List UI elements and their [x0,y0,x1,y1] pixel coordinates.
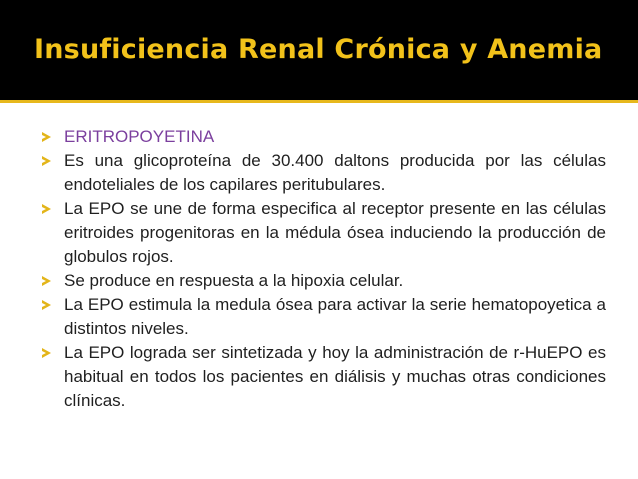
arrowhead-bullet-icon [42,276,51,286]
bullet-item [40,149,606,197]
title-accent-line [0,100,638,103]
bullet-item [40,197,606,269]
bullet-item [40,293,606,341]
arrowhead-bullet-icon [42,156,51,166]
bullet-text: Es una glicoproteína de 30.400 daltons producida por las células endoteliales de los capilares peritubulares. [64,151,606,194]
bullet-text: Se produce en respuesta a la hipoxia celular. [64,271,404,290]
bullet-text: La EPO lograda ser sintetizada y hoy la administración de r-HuEPO es habitual en todos los pacientes en diálisis y muchas otras condiciones clínicas. [64,343,606,410]
arrowhead-bullet-icon [42,348,51,358]
arrowhead-bullet-icon [42,204,51,214]
arrowhead-bullet-icon [42,132,51,142]
arrowhead-bullet-icon [42,300,51,310]
bullet-text: ERITROPOYETINA [64,127,215,146]
bullet-text: La EPO se une de forma especifica al receptor presente en las células eritroides progenitoras en la médula ósea induciendo la producción de globulos rojos. [64,199,606,266]
bullet-list [40,125,606,413]
bullet-item [40,269,606,293]
slide-title: Insuficiencia Renal Crónica y Anemia [34,34,603,65]
bullet-item-heading [40,125,606,149]
bullet-item [40,341,606,413]
bullet-text: La EPO estimula la medula ósea para activar la serie hematopoyetica a distintos niveles. [64,295,606,338]
